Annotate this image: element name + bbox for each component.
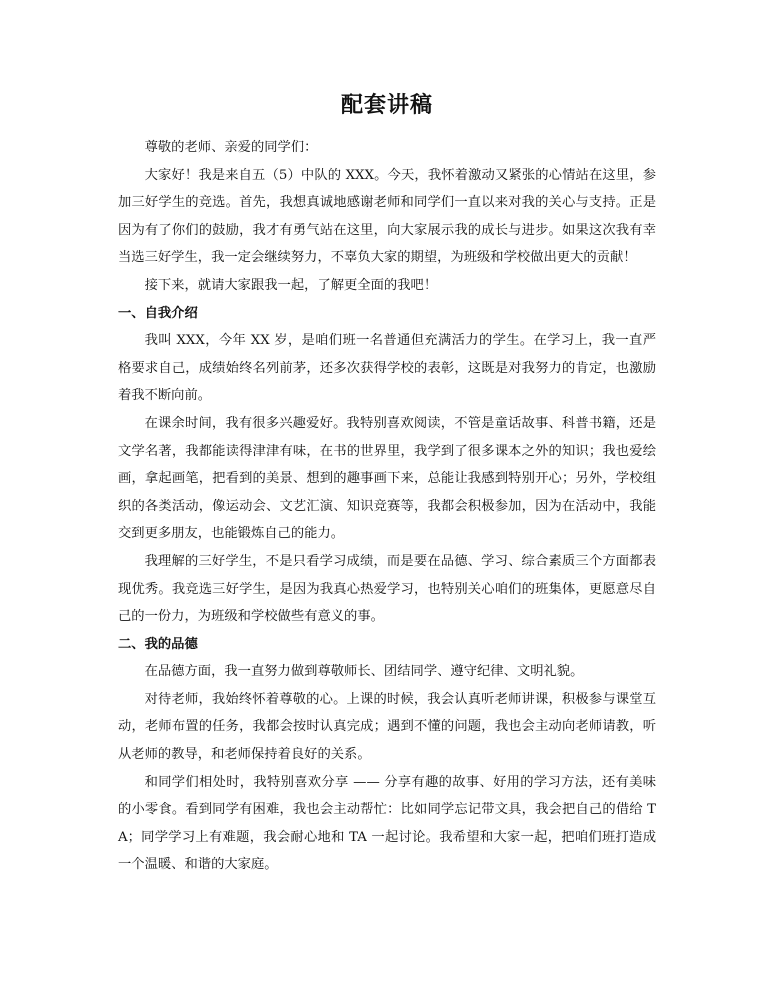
document-page [118,90,656,879]
self-intro-paragraph-3: 我理解的三好学生，不是只看学习成绩，而是要在品德、学习、综合素质三个方面都表现优秀。我竞选三好学生，是因为我真心热爱学习，也特别关心咱们的班集体，更愿意尽自己的一份力，为班级和学校做些有意义的事。 [118,553,656,625]
intro-paragraph-1: 大家好！我是来自五（5）中队的 XXX。今天，我怀着激动又紧张的心情站在这里，参加三好学生的竞选。首先，我想真诚地感谢老师和同学们一直以来对我的关心与支持。正是因为有了你们的鼓励，我才有勇气站在这里，向大家展示我的成长与进步。如果这次我有幸当选三好学生，我一定会继续努力，不辜负大家的期望，为班级和学校做出更大的贡献！ [118,167,656,266]
character-paragraph-1: 在品德方面，我一直努力做到尊敬师长、团结同学、遵守纪律、文明礼貌。 [144,664,584,680]
self-intro-paragraph-1: 我叫 XXX，今年 XX 岁，是咱们班一名普通但充满活力的学生。在学习上，我一直严格要求自己，成绩始终名列前茅，还多次获得学校的表彰，这既是对我努力的肯定，也激励着我不断向前。 [118,333,656,404]
section-heading-character: 二、我的品德 [118,636,198,652]
document-title: 配套讲稿 [340,92,433,118]
self-intro-paragraph-2: 在课余时间，我有很多兴趣爱好。我特别喜欢阅读，不管是童话故事、科普书籍，还是文学名著，我都能读得津津有味，在书的世界里，我学到了很多课本之外的知识；我也爱绘画，拿起画笔，把看到的美景、想到的趣事画下来，总能让我感到特别开心；另外，学校组织的各类活动，像运动会、文艺汇演、知识竞赛等，我都会积极参加，因为在活动中，我能交到更多朋友，也能锻炼自己的能力。 [118,415,656,542]
intro-paragraph-2: 接下来，就请大家跟我一起，了解更全面的我吧！ [144,277,438,293]
greeting: 尊敬的老师、亲爱的同学们： [144,140,318,155]
section-heading-self-intro: 一、自我介绍 [118,305,198,321]
character-paragraph-3: 和同学们相处时，我特别喜欢分享 —— 分享有趣的故事、好用的学习方法，还有美味的小零食。看到同学有困难，我也会主动帮忙：比如同学忘记带文具，我会把自己的借给 TA；同学学习上有难题，我会耐心地和 TA 一起讨论。我希望和大家一起，把咱们班打造成一个温暖、和谐的大家庭。 [118,774,656,873]
character-paragraph-2: 对待老师，我始终怀着尊敬的心。上课的时候，我会认真听老师讲课，积极参与课堂互动，老师布置的任务，我都会按时认真完成；遇到不懂的问题，我也会主动向老师请教，听从老师的教导，和老师保持着良好的关系。 [118,691,656,763]
